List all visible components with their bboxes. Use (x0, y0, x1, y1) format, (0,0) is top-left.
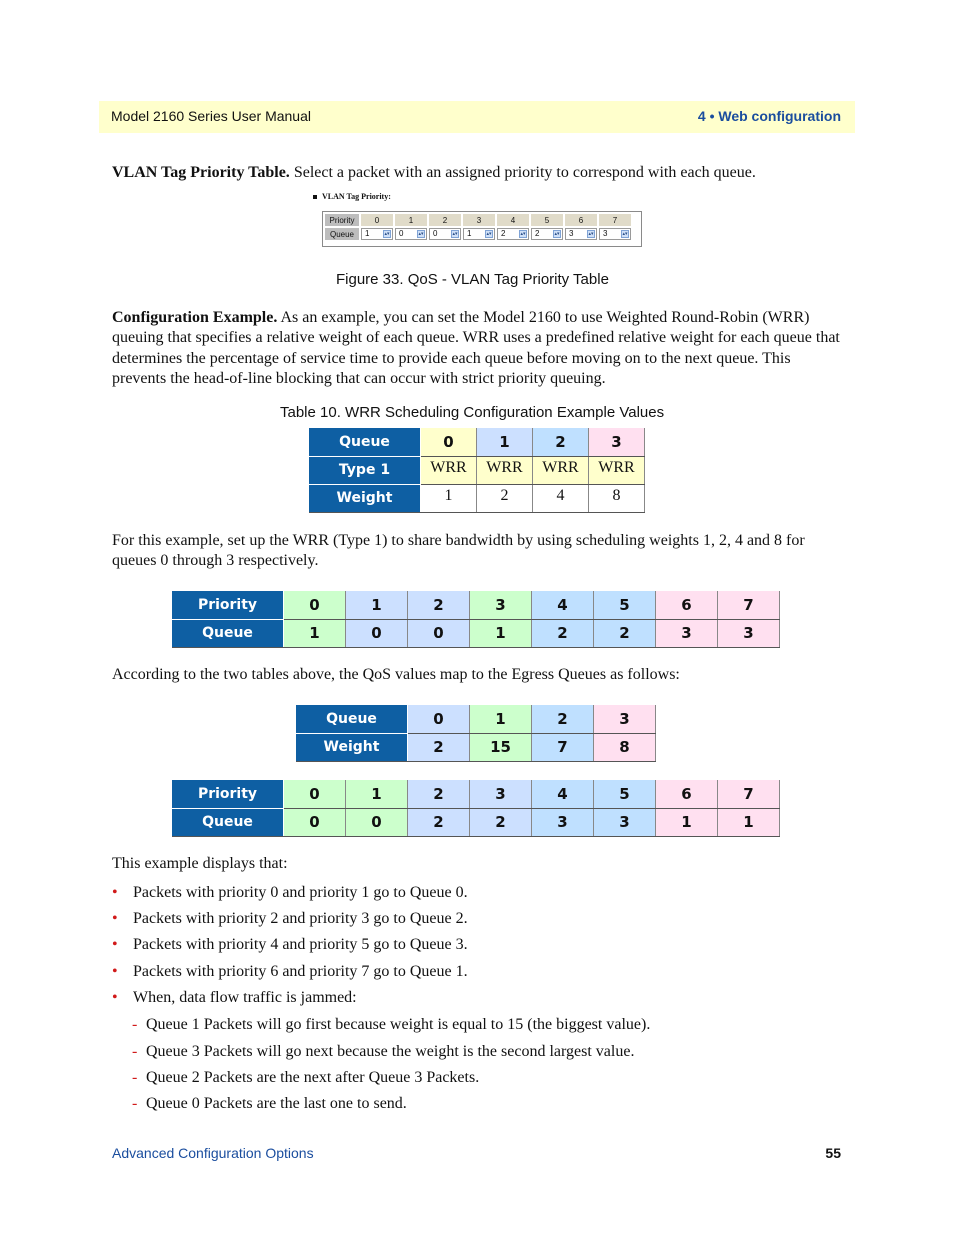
priority-cell: 6 (656, 591, 718, 619)
dash-icon: - (132, 1043, 138, 1060)
queue-cell: 2 (533, 428, 589, 456)
type-cell: WRR (421, 456, 477, 484)
priority-queue-table-1 (172, 591, 780, 648)
queue-select-cell (463, 228, 495, 240)
queue-select-cell (497, 228, 529, 240)
queue-select-cell (429, 228, 461, 240)
priority-cell: 5 (531, 214, 563, 226)
config-paragraph (112, 308, 842, 390)
spinner-icon[interactable]: ▴▾ (554, 231, 560, 237)
sub-list-item-text: Queue 3 Packets will go next because the weight is the second largest value. (146, 1043, 635, 1060)
queue-cell: 2 (470, 808, 532, 836)
queue-cell: 2 (532, 619, 594, 647)
queue-cell: 3 (532, 808, 594, 836)
queue-cell: 1 (477, 428, 533, 456)
dash-icon: - (132, 1016, 138, 1033)
header-weight: Weight (296, 733, 408, 761)
queue-select-value: 3 (603, 229, 608, 238)
weight-cell: 4 (533, 484, 589, 512)
queue-select-value: 0 (399, 229, 404, 238)
vlan-priority-panel (322, 211, 642, 247)
bullet-icon: • (112, 884, 118, 901)
spinner-icon[interactable]: ▴▾ (520, 231, 526, 237)
weight-cell: 8 (589, 484, 645, 512)
queue-select-value: 0 (433, 229, 438, 238)
vlan-intro-text: Select a packet with an assigned priority to correspond with each queue. (289, 164, 756, 181)
weight-cell: 8 (594, 733, 656, 761)
queue-cell: 1 (470, 619, 532, 647)
list-item-text: Packets with priority 2 and priority 3 go to Queue 2. (133, 910, 468, 927)
queue-cell: 2 (532, 705, 594, 733)
priority-cell: 1 (346, 591, 408, 619)
type-cell: WRR (533, 456, 589, 484)
queue-cell: 1 (656, 808, 718, 836)
page-header (99, 101, 855, 133)
queue-cell: 1 (284, 619, 346, 647)
queue-row-label: Queue (325, 228, 359, 240)
header-weight: Weight (309, 484, 421, 512)
queue-select-value: 1 (467, 229, 472, 238)
dash-icon: - (132, 1069, 138, 1086)
priority-cell: 0 (284, 591, 346, 619)
displays-paragraph: This example displays that: (112, 855, 288, 872)
list-item-text: Packets with priority 4 and priority 5 go to Queue 3. (133, 936, 468, 953)
queue-cell: 3 (656, 619, 718, 647)
according-paragraph: According to the two tables above, the QoS values map to the Egress Queues as follows: (112, 666, 680, 683)
header-queue: Queue (172, 619, 284, 647)
queue-cell: 1 (718, 808, 780, 836)
queue-cell: 1 (470, 705, 532, 733)
header-priority: Priority (172, 591, 284, 619)
queue-select[interactable] (395, 228, 427, 240)
queue-weight-table (296, 705, 656, 762)
footer-section-title: Advanced Configuration Options (112, 1145, 314, 1161)
header-priority: Priority (172, 780, 284, 808)
priority-cell: 6 (565, 214, 597, 226)
priority-cell: 3 (470, 780, 532, 808)
spinner-icon[interactable]: ▴▾ (418, 231, 424, 237)
queue-select-value: 3 (569, 229, 574, 238)
queue-cell: 3 (594, 808, 656, 836)
header-queue: Queue (172, 808, 284, 836)
queue-select[interactable] (565, 228, 597, 240)
vlan-intro-paragraph (112, 163, 842, 183)
bullet-square-icon (313, 195, 317, 199)
header-queue: Queue (309, 428, 421, 456)
list-item-text: Packets with priority 6 and priority 7 go to Queue 1. (133, 963, 468, 980)
spinner-icon[interactable]: ▴▾ (452, 231, 458, 237)
list-item-text: Packets with priority 0 and priority 1 go to Queue 0. (133, 884, 468, 901)
priority-cell: 3 (470, 591, 532, 619)
queue-cell: 0 (346, 808, 408, 836)
priority-cell: 0 (361, 214, 393, 226)
weight-cell: 7 (532, 733, 594, 761)
priority-cell: 0 (284, 780, 346, 808)
priority-cell: 1 (346, 780, 408, 808)
manual-title: Model 2160 Series User Manual (111, 108, 311, 124)
queue-select-value: 1 (365, 229, 370, 238)
config-heading: Configuration Example. (112, 309, 278, 326)
priority-queue-table-2 (172, 780, 780, 837)
bullet-icon: • (112, 910, 118, 927)
figure-title-text: VLAN Tag Priority: (322, 192, 391, 201)
queue-select-cell (599, 228, 631, 240)
config-text: As an example, you can set the Model 2160 to use Weighted Round-Robin (WRR) queuing that specifies a relative weight of each queue. WRR uses a predefined relative weight for each queue that determines the percentage of service time to provide each queue before moving on to the next queue. This prevents the head-of-line blocking that can occur with strict priority queuing. (112, 309, 840, 388)
type-cell: WRR (477, 456, 533, 484)
example-paragraph: For this example, set up the WRR (Type 1) to share bandwidth by using scheduling weights 1, 2, 4 and 8 for queues 0 through 3 respectively. (112, 532, 805, 570)
queue-select[interactable] (531, 228, 563, 240)
header-type: Type 1 (309, 456, 421, 484)
list-item-text: When, data flow traffic is jammed: (133, 989, 357, 1006)
priority-cell: 4 (532, 780, 594, 808)
type-cell: WRR (589, 456, 645, 484)
priority-cell: 6 (656, 780, 718, 808)
queue-select-cell (531, 228, 563, 240)
spinner-icon[interactable]: ▴▾ (486, 231, 492, 237)
priority-cell: 4 (497, 214, 529, 226)
priority-cell: 5 (594, 780, 656, 808)
sub-list-item-text: Queue 0 Packets are the last one to send. (146, 1095, 407, 1112)
spinner-icon[interactable]: ▴▾ (588, 231, 594, 237)
queue-select[interactable] (361, 228, 393, 240)
queue-select-cell (395, 228, 427, 240)
queue-cell: 2 (594, 619, 656, 647)
priority-cell: 2 (408, 780, 470, 808)
figure-caption: Figure 33. QoS - VLAN Tag Priority Table (336, 271, 609, 288)
queue-cell: 2 (408, 808, 470, 836)
priority-cell: 3 (463, 214, 495, 226)
queue-cell: 0 (346, 619, 408, 647)
chapter-title: 4 • Web configuration (697, 108, 841, 124)
priority-cell: 2 (408, 591, 470, 619)
queue-select-cell (361, 228, 393, 240)
queue-cell: 0 (408, 705, 470, 733)
priority-cell: 7 (718, 591, 780, 619)
priority-row-label: Priority (325, 214, 359, 226)
queue-cell: 0 (408, 619, 470, 647)
queue-select-value: 2 (535, 229, 540, 238)
spinner-icon[interactable]: ▴▾ (622, 231, 628, 237)
queue-cell: 3 (718, 619, 780, 647)
queue-cell: 3 (589, 428, 645, 456)
priority-cell: 1 (395, 214, 427, 226)
vlan-priority-grid (323, 212, 633, 242)
sub-list-item-text: Queue 2 Packets are the next after Queue 3 Packets. (146, 1069, 480, 1086)
queue-cell: 3 (594, 705, 656, 733)
dash-icon: - (132, 1095, 138, 1112)
priority-cell: 4 (532, 591, 594, 619)
priority-cell: 7 (718, 780, 780, 808)
queue-cell: 0 (421, 428, 477, 456)
queue-select[interactable] (429, 228, 461, 240)
bullet-icon: • (112, 963, 118, 980)
weight-cell: 2 (477, 484, 533, 512)
queue-select[interactable] (497, 228, 529, 240)
bullet-icon: • (112, 936, 118, 953)
queue-select[interactable] (463, 228, 495, 240)
queue-select[interactable] (599, 228, 631, 240)
weight-cell: 1 (421, 484, 477, 512)
figure-title (313, 192, 391, 201)
sub-list-item-text: Queue 1 Packets will go first because weight is equal to 15 (the biggest value). (146, 1016, 651, 1033)
queue-select-cell (565, 228, 597, 240)
spinner-icon[interactable]: ▴▾ (384, 231, 390, 237)
queue-cell: 0 (284, 808, 346, 836)
vlan-intro-heading: VLAN Tag Priority Table. (112, 164, 290, 181)
weight-cell: 2 (408, 733, 470, 761)
table10-caption: Table 10. WRR Scheduling Configuration Example Values (280, 404, 665, 421)
weight-cell: 15 (470, 733, 532, 761)
priority-cell: 7 (599, 214, 631, 226)
priority-cell: 2 (429, 214, 461, 226)
priority-cell: 5 (594, 591, 656, 619)
bullet-icon: • (112, 989, 118, 1006)
page-number: 55 (825, 1145, 841, 1161)
header-queue: Queue (296, 705, 408, 733)
wrr-config-table (309, 428, 645, 513)
queue-select-value: 2 (501, 229, 506, 238)
